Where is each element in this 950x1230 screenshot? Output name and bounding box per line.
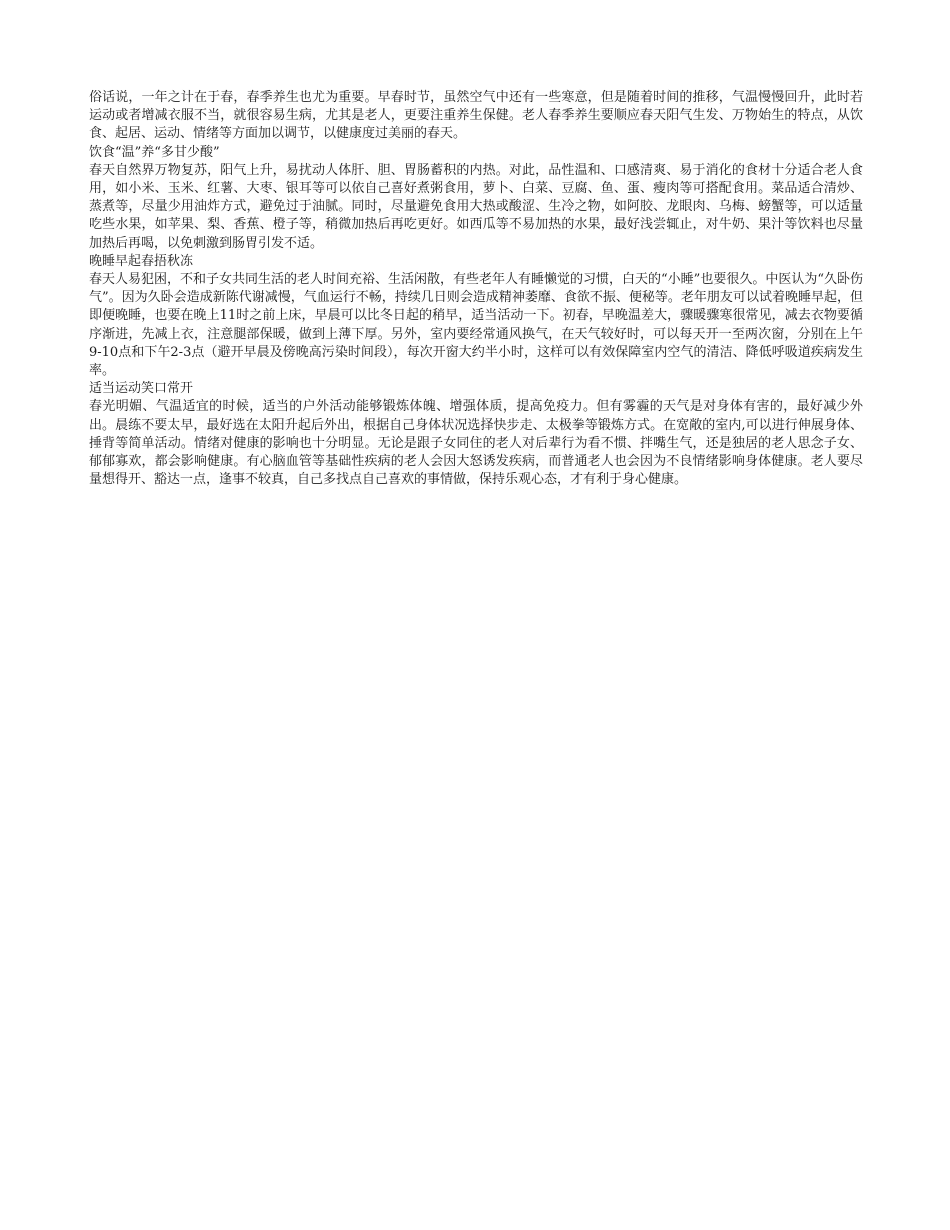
section-heading-diet: 饮食“温”养“多甘少酸” [89,144,220,160]
section-body-diet: 春天自然界万物复苏，阳气上升，易扰动人体肝、胆、胃肠蓄积的内热。对此，品性温和、口感清爽、易于消化的食材十分适合老人食用，如小米、玉米、红薯、大枣、银耳等可以依自己喜好煮粥食用，萝卜、白菜、豆腐、鱼、蛋、瘦肉等可搭配食用。菜品适合清炒、蒸煮等，尽量少用油炸方式，避免过于油腻。同时，尽量避免食用大热或酸涩、生冷之物，如阿胶、龙眼肉、乌梅、螃蟹等，可以适量吃些水果，如苹果、梨、香蕉、橙子等，稍微加热后再吃更好。如西瓜等不易加热的水果，最好浅尝辄止，对牛奶、果汁等饮料也尽量加热后再喝，以免刺激到肠胃引发不适。 [89,162,863,251]
section-heading-sleep: 晚睡早起春捂秋冻 [89,253,194,269]
section-body-sleep: 春天人易犯困，不和子女共同生活的老人时间充裕、生活闲散，有些老年人有睡懒觉的习惯，白天的“小睡”也要很久。中医认为“久卧伤气”。因为久卧会造成新陈代谢减慢，气血运行不畅，持续几日则会造成精神萎靡、食欲不振、便秘等。老年朋友可以试着晚睡早起，但即便晚睡，也要在晚上11时之前上床，早晨可以比冬日起的稍早，适当活动一下。初春，早晚温差大，骤暖骤寒很常见，减去衣物要循序渐进，先减上衣，注意腿部保暖，做到上薄下厚。另外，室内要经常通风换气，在天气较好时，可以每天开一至两次窗，分别在上午9-10点和下午2-3点（避开早晨及傍晚高污染时间段），每次开窗大约半小时，这样可以有效保障室内空气的清洁、降低呼吸道疾病发生率。 [89,272,863,379]
section-body-exercise: 春光明媚、气温适宜的时候，适当的户外活动能够锻炼体魄、增强体质，提高免疫力。但有雾霾的天气是对身体有害的，最好减少外出。晨练不要太早，最好选在太阳升起后外出，根据自己身体状况选择快步走、太极拳等锻炼方式。在宽敞的室内,可以进行伸展身体、捶背等简单活动。情绪对健康的影响也十分明显。无论是跟子女同住的老人对后辈行为看不惯、拌嘴生气，还是独居的老人思念子女、郁郁寡欢，都会影响健康。有心脑血管等基础性疾病的老人会因大怒诱发疾病，而普通老人也会因为不良情绪影响身体健康。老人要尽量想得开、豁达一点，逢事不较真，自己多找点自己喜欢的事情做，保持乐观心态，才有利于身心健康。 [89,399,863,488]
section-heading-exercise: 适当运动笑口常开 [89,381,194,397]
document-page [89,89,863,489]
intro-paragraph: 俗话说，一年之计在于春，春季养生也尤为重要。早春时节，虽然空气中还有一些寒意，但是随着时间的推移，气温慢慢回升，此时若运动或者增减衣服不当，就很容易生病，尤其是老人，更要注重养生保健。老人春季养生要顺应春天阳气生发、万物始生的特点，从饮食、起居、运动、情绪等方面加以调节，以健康度过美丽的春天。 [89,90,863,142]
